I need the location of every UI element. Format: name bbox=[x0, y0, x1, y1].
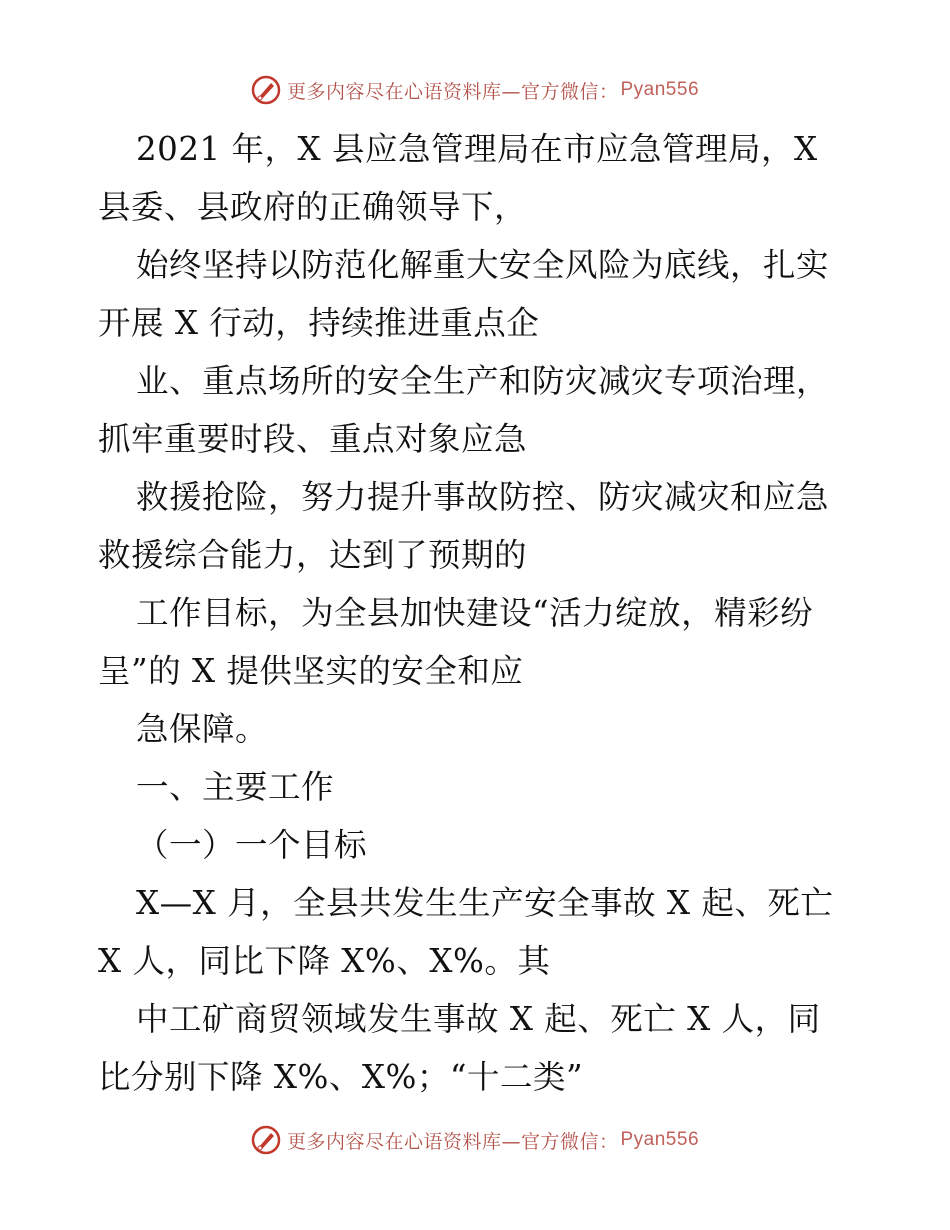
pen-logo-icon bbox=[251, 75, 281, 105]
watermark-text: 更多内容尽在心语资料库—官方微信： bbox=[286, 1130, 619, 1153]
paragraph-line: 抓牢重要时段、重点对象应急 bbox=[98, 420, 528, 458]
paragraph-line: 始终坚持以防范化解重大安全风险为底线，扎实 bbox=[136, 246, 830, 284]
subsection-heading: （一）一个目标 bbox=[136, 826, 368, 864]
paragraph-line: 比分别下降 X%、X%；“十二类” bbox=[98, 1058, 584, 1096]
paragraph-line: 中工矿商贸领域发生事故 X 起、死亡 X 人，同 bbox=[136, 1000, 821, 1038]
paragraph-line: 救援综合能力，达到了预期的 bbox=[98, 536, 528, 574]
paragraph-line: X—X 月，全县共发生生产安全事故 X 起、死亡 bbox=[136, 884, 834, 922]
paragraph-line: 县委、县政府的正确领导下， bbox=[98, 188, 528, 226]
paragraph-line: 急保障。 bbox=[136, 710, 269, 748]
paragraph-line: 救援抢险，努力提升事故防控、防灾减灾和应急 bbox=[136, 478, 830, 516]
paragraph-line: 2021 年，X 县应急管理局在市应急管理局，X bbox=[136, 130, 818, 168]
paragraph-line: X 人，同比下降 X%、X%。其 bbox=[98, 942, 551, 980]
paragraph-line: 业、重点场所的安全生产和防灾减灾专项治理， bbox=[136, 362, 830, 400]
watermark-id: Pyan556 bbox=[620, 79, 700, 100]
footer-watermark bbox=[0, 1120, 950, 1160]
paragraph-line: 呈”的 X 提供坚实的安全和应 bbox=[98, 652, 524, 690]
header-watermark bbox=[0, 70, 950, 110]
watermark-text: 更多内容尽在心语资料库—官方微信： bbox=[286, 80, 619, 103]
pen-logo-icon bbox=[251, 1125, 281, 1155]
paragraph-line: 开展 X 行动，持续推进重点企 bbox=[98, 304, 540, 342]
section-heading: 一、主要工作 bbox=[136, 768, 335, 806]
document-body bbox=[98, 120, 858, 1106]
paragraph-line: 工作目标，为全县加快建设“活力绽放，精彩纷 bbox=[136, 594, 814, 632]
watermark-id: Pyan556 bbox=[620, 1129, 700, 1150]
